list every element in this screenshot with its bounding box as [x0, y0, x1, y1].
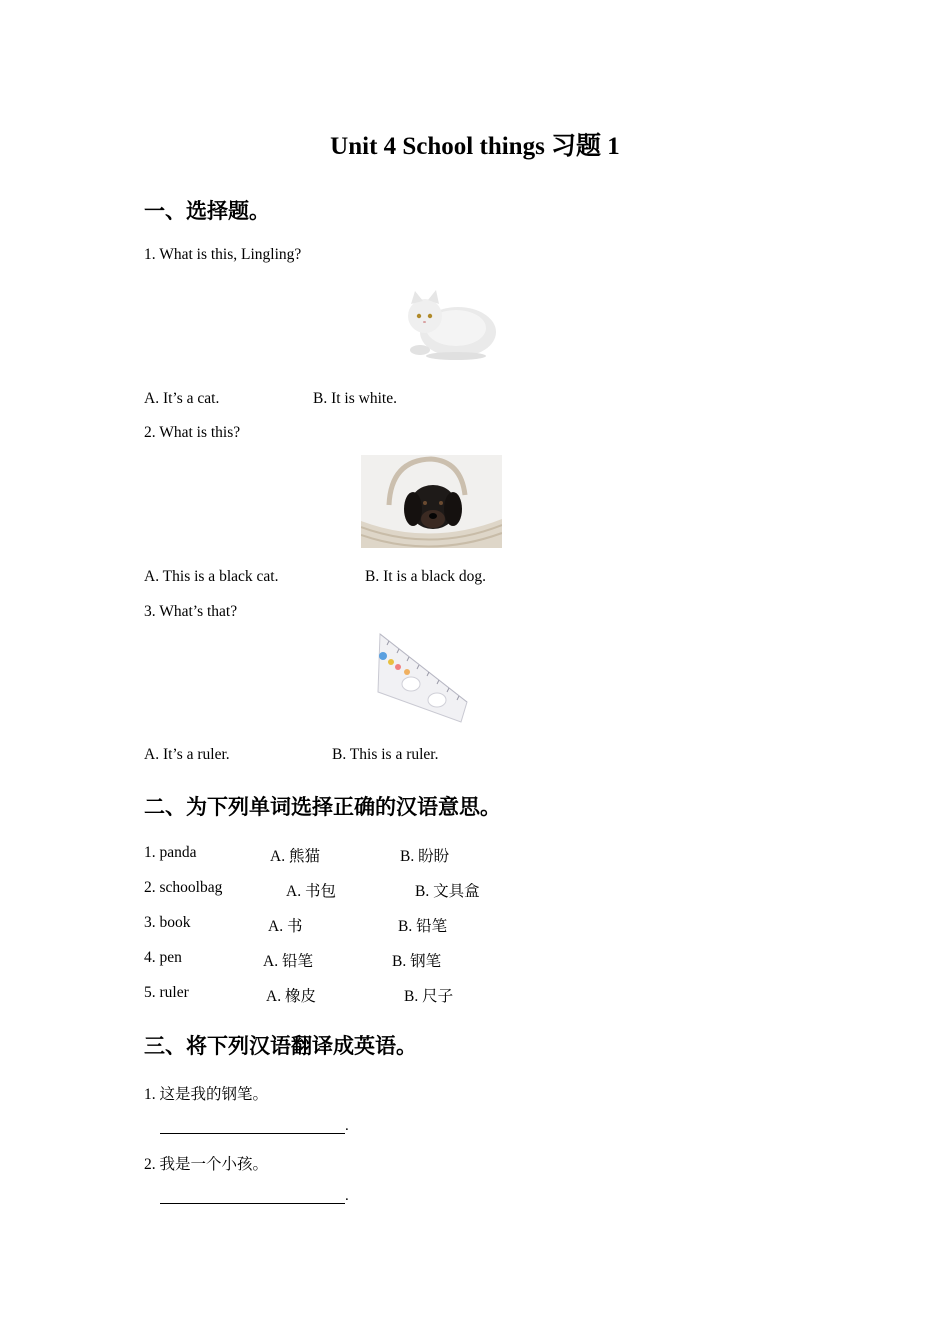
answer-blank[interactable] — [160, 1133, 345, 1134]
vocab-option-a[interactable]: A. 铅笔 — [263, 953, 313, 970]
ruler-image — [377, 632, 471, 724]
vocab-option-b[interactable]: B. 文具盒 — [415, 883, 480, 900]
q2-option-b[interactable]: B. It is a black dog. — [365, 568, 486, 585]
question-3: 3. What’s that? — [144, 603, 238, 620]
q3-option-b[interactable]: B. This is a ruler. — [332, 746, 439, 763]
translation-item: 1. 这是我的钢笔。 — [144, 1086, 269, 1103]
vocab-option-a[interactable]: A. 书包 — [286, 883, 336, 900]
vocab-option-b[interactable]: B. 盼盼 — [400, 848, 450, 865]
section-3-heading: 三、将下列汉语翻译成英语。 — [144, 1034, 417, 1058]
vocab-option-b[interactable]: B. 铅笔 — [398, 918, 448, 935]
answer-period: . — [345, 1118, 349, 1134]
black-puppy-image — [361, 455, 502, 548]
vocab-word: 2. schoolbag — [144, 879, 223, 896]
vocab-word: 4. pen — [144, 949, 182, 966]
vocab-option-a[interactable]: A. 熊猫 — [270, 848, 320, 865]
q1-option-a[interactable]: A. It’s a cat. — [144, 390, 220, 407]
page-title: Unit 4 School things 习题 1 — [330, 133, 620, 160]
answer-blank[interactable] — [160, 1203, 345, 1204]
q2-option-a[interactable]: A. This is a black cat. — [144, 568, 279, 585]
vocab-option-b[interactable]: B. 钢笔 — [392, 953, 442, 970]
vocab-option-b[interactable]: B. 尺子 — [404, 988, 454, 1005]
section-1-heading: 一、选择题。 — [144, 199, 270, 223]
vocab-word: 5. ruler — [144, 984, 189, 1001]
q1-option-b[interactable]: B. It is white. — [313, 390, 397, 407]
white-cat-image — [398, 288, 498, 362]
translation-item: 2. 我是一个小孩。 — [144, 1156, 269, 1173]
question-1: 1. What is this, Lingling? — [144, 246, 302, 263]
q3-option-a[interactable]: A. It’s a ruler. — [144, 746, 230, 763]
vocab-word: 3. book — [144, 914, 191, 931]
vocab-option-a[interactable]: A. 橡皮 — [266, 988, 316, 1005]
answer-period: . — [345, 1188, 349, 1204]
vocab-word: 1. panda — [144, 844, 197, 861]
question-2: 2. What is this? — [144, 424, 241, 441]
section-2-heading: 二、为下列单词选择正确的汉语意思。 — [144, 795, 501, 819]
vocab-option-a[interactable]: A. 书 — [268, 918, 303, 935]
